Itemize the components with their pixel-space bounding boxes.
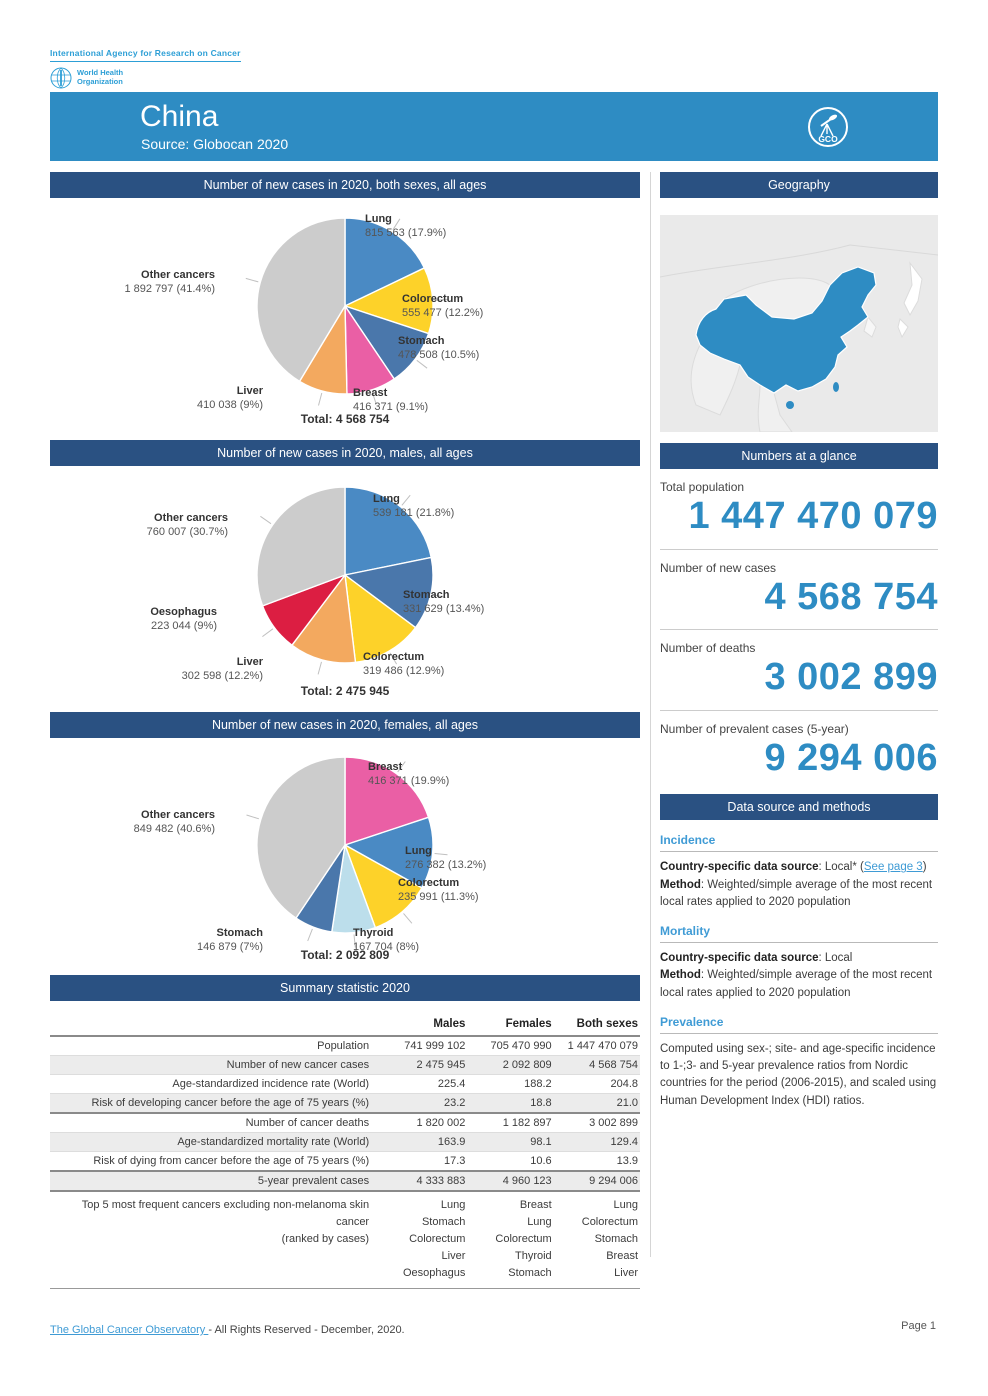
pie-label-lung: Lung 276 382 (13.2%) — [405, 845, 487, 872]
pie-label-other: Other cancers 849 482 (40.6%) — [133, 809, 215, 836]
pie-label-other: Other cancers 760 007 (30.7%) — [146, 512, 228, 539]
section-header-datasource: Data source and methods — [660, 794, 938, 820]
pie-label-oesophagus: Oesophagus 223 044 (9%) — [150, 606, 217, 633]
row-value: 4 333 883 — [381, 1171, 467, 1191]
glance-deaths: Number of deaths 3 002 899 — [660, 641, 938, 701]
row-value: 1 182 897 — [467, 1113, 553, 1133]
pie-label-lung: Lung 539 181 (21.8%) — [373, 493, 455, 520]
pie-label-breast: Breast 416 371 (9.1%) — [353, 387, 429, 414]
row-value: 188.2 — [467, 1075, 553, 1094]
row-value: 705 470 990 — [467, 1036, 553, 1056]
row-value: Lung Colorectum Stomach Breast Liver — [554, 1191, 640, 1289]
gco-logo-icon — [806, 105, 850, 149]
pie-chart-females — [50, 738, 640, 975]
pie-label-colorectum: Colorectum 319 486 (12.9%) — [363, 651, 445, 678]
iarc-logo-block — [50, 48, 241, 89]
row-value: 2 092 809 — [467, 1056, 553, 1075]
row-value: 9 294 006 — [554, 1171, 640, 1191]
column-divider — [650, 172, 651, 1257]
svg-text:GCO: GCO — [818, 134, 838, 144]
table-row — [50, 1075, 640, 1094]
summary-table-body — [50, 1036, 640, 1289]
prevalence-heading: Prevalence — [660, 1015, 938, 1034]
row-value: 18.8 — [467, 1094, 553, 1114]
pie-label-breast: Breast 416 371 (19.9%) — [368, 761, 450, 788]
glance-new-cases: Number of new cases 4 568 754 — [660, 561, 938, 621]
total-population-value: 1 447 470 079 — [688, 495, 938, 537]
section-header-geography: Geography — [660, 172, 938, 198]
pie-total-males: Total: 2 475 945 — [300, 684, 390, 698]
datasource-incidence: Incidence Country-specific data source: Local* (See page 3) Method: Weighted/simple average of the most recent local rates applied to 2020 population — [660, 833, 938, 911]
pie-label-lung: Lung 815 563 (17.9%) — [365, 213, 447, 240]
prevalent-cases-value: 9 294 006 — [764, 736, 938, 779]
row-label: Number of new cancer cases — [50, 1056, 381, 1075]
hainan-shape — [786, 401, 794, 409]
row-value: 4 960 123 — [467, 1171, 553, 1191]
left-column — [50, 172, 640, 1289]
new-cases-value: 4 568 754 — [764, 575, 938, 618]
row-value: 204.8 — [554, 1075, 640, 1094]
incidence-heading: Incidence — [660, 833, 938, 852]
section-header-glance: Numbers at a glance — [660, 443, 938, 469]
row-value: 10.6 — [467, 1152, 553, 1172]
pie-label-liver: Liver 410 038 (9%) — [196, 385, 263, 412]
deaths-value: 3 002 899 — [764, 656, 938, 699]
pie-label-stomach: Stomach 478 508 (10.5%) — [398, 335, 480, 362]
right-column — [660, 172, 938, 1110]
page-number: Page 1 — [901, 1320, 936, 1332]
col-header-males: Males — [433, 1018, 466, 1030]
datasource-mortality: Mortality Country-specific data source: Local Method: Weighted/simple average of the most recent local rates applied to 2020 population — [660, 924, 938, 1002]
row-value: 1 447 470 079 — [554, 1036, 640, 1056]
table-row — [50, 1113, 640, 1133]
summary-table-header-row — [50, 1013, 640, 1036]
glance-prevalent-cases: Number of prevalent cases (5-year) 9 294 006 — [660, 722, 938, 782]
pie-label-colorectum: Colorectum 555 477 (12.2%) — [402, 293, 484, 320]
row-label: Top 5 most frequent cancers excluding non-melanoma skin cancer (ranked by cases) — [50, 1191, 381, 1289]
pie-total-both-sexes: Total: 4 568 754 — [300, 412, 390, 426]
pie-label-liver: Liver 302 598 (12.2%) — [181, 656, 263, 683]
row-value: 21.0 — [554, 1094, 640, 1114]
see-page-3-link[interactable]: See page 3 — [863, 861, 923, 874]
divider — [660, 710, 938, 711]
summary-table — [50, 1013, 640, 1289]
source-subtitle: Source: Globocan 2020 — [141, 136, 289, 152]
pie-total-females: Total: 2 092 809 — [300, 948, 390, 962]
row-value: 225.4 — [381, 1075, 467, 1094]
footer: The Global Cancer Observatory - All Rights Reserved - December, 2020. — [50, 1324, 405, 1336]
table-row — [50, 1036, 640, 1056]
row-value: Lung Stomach Colorectum Liver Oesophagus — [381, 1191, 467, 1289]
section-header-both-sexes: Number of new cases in 2020, both sexes, all ages — [50, 172, 640, 198]
row-value: 163.9 — [381, 1133, 467, 1152]
iarc-logo-text: International Agency for Research on Cancer — [50, 48, 241, 62]
table-row — [50, 1152, 640, 1172]
who-emblem-icon — [50, 67, 72, 89]
row-value: Breast Lung Colorectum Thyroid Stomach — [467, 1191, 553, 1289]
prevalence-body: Computed using sex-; site- and age-specific incidence to 1-;3- and 5-year prevalence ratios from Nordic countries for the period (2006-2015), and scaled using Human Development Index (HDI) ratios. — [660, 1042, 937, 1107]
row-value: 17.3 — [381, 1152, 467, 1172]
mortality-heading: Mortality — [660, 924, 938, 943]
china-map-svg — [660, 215, 938, 432]
pie-chart-both-sexes — [50, 198, 640, 440]
row-value: 3 002 899 — [554, 1113, 640, 1133]
row-label: Risk of dying from cancer before the age of 75 years (%) — [50, 1152, 381, 1172]
datasource-prevalence — [660, 1015, 938, 1110]
col-header-females: Females — [505, 1018, 552, 1030]
pie-label-stomach: Stomach 146 879 (7%) — [196, 927, 263, 954]
table-row — [50, 1056, 640, 1075]
glance-total-population: Total population 1 447 470 079 — [660, 480, 938, 540]
pie-label-thyroid: Thyroid 167 704 (8%) — [353, 927, 420, 954]
row-value: 1 820 002 — [381, 1113, 467, 1133]
table-row — [50, 1133, 640, 1152]
row-value: 129.4 — [554, 1133, 640, 1152]
row-label: Number of cancer deaths — [50, 1113, 381, 1133]
table-row — [50, 1191, 640, 1289]
country-banner — [50, 92, 938, 161]
pie-label-stomach: Stomach 331 629 (13.4%) — [403, 589, 485, 616]
row-value: 23.2 — [381, 1094, 467, 1114]
geography-map — [660, 215, 938, 432]
row-value: 741 999 102 — [381, 1036, 467, 1056]
pie-label-colorectum: Colorectum 235 991 (11.3%) — [398, 877, 479, 904]
divider — [660, 549, 938, 550]
taiwan-shape — [833, 382, 839, 392]
pie-chart-males — [50, 466, 640, 712]
row-value: 2 475 945 — [381, 1056, 467, 1075]
table-row — [50, 1171, 640, 1191]
row-label: Age-standardized incidence rate (World) — [50, 1075, 381, 1094]
divider — [660, 629, 938, 630]
gco-footer-link[interactable]: The Global Cancer Observatory — [50, 1324, 209, 1336]
row-value: 13.9 — [554, 1152, 640, 1172]
who-logo-text: World Health Organization — [77, 68, 124, 86]
table-row — [50, 1094, 640, 1114]
section-header-males: Number of new cases in 2020, males, all ages — [50, 440, 640, 466]
row-label: Risk of developing cancer before the age of 75 years (%) — [50, 1094, 381, 1114]
row-label: Age-standardized mortality rate (World) — [50, 1133, 381, 1152]
pie-label-other: Other cancers 1 892 797 (41.4%) — [124, 269, 215, 296]
row-value: 4 568 754 — [554, 1056, 640, 1075]
row-value: 98.1 — [467, 1133, 553, 1152]
section-header-summary: Summary statistic 2020 — [50, 975, 640, 1001]
page-title: China — [140, 100, 219, 133]
section-header-females: Number of new cases in 2020, females, all ages — [50, 712, 640, 738]
row-label: 5-year prevalent cases — [50, 1171, 381, 1191]
row-label: Population — [50, 1036, 381, 1056]
col-header-both-sexes: Both sexes — [576, 1018, 638, 1030]
